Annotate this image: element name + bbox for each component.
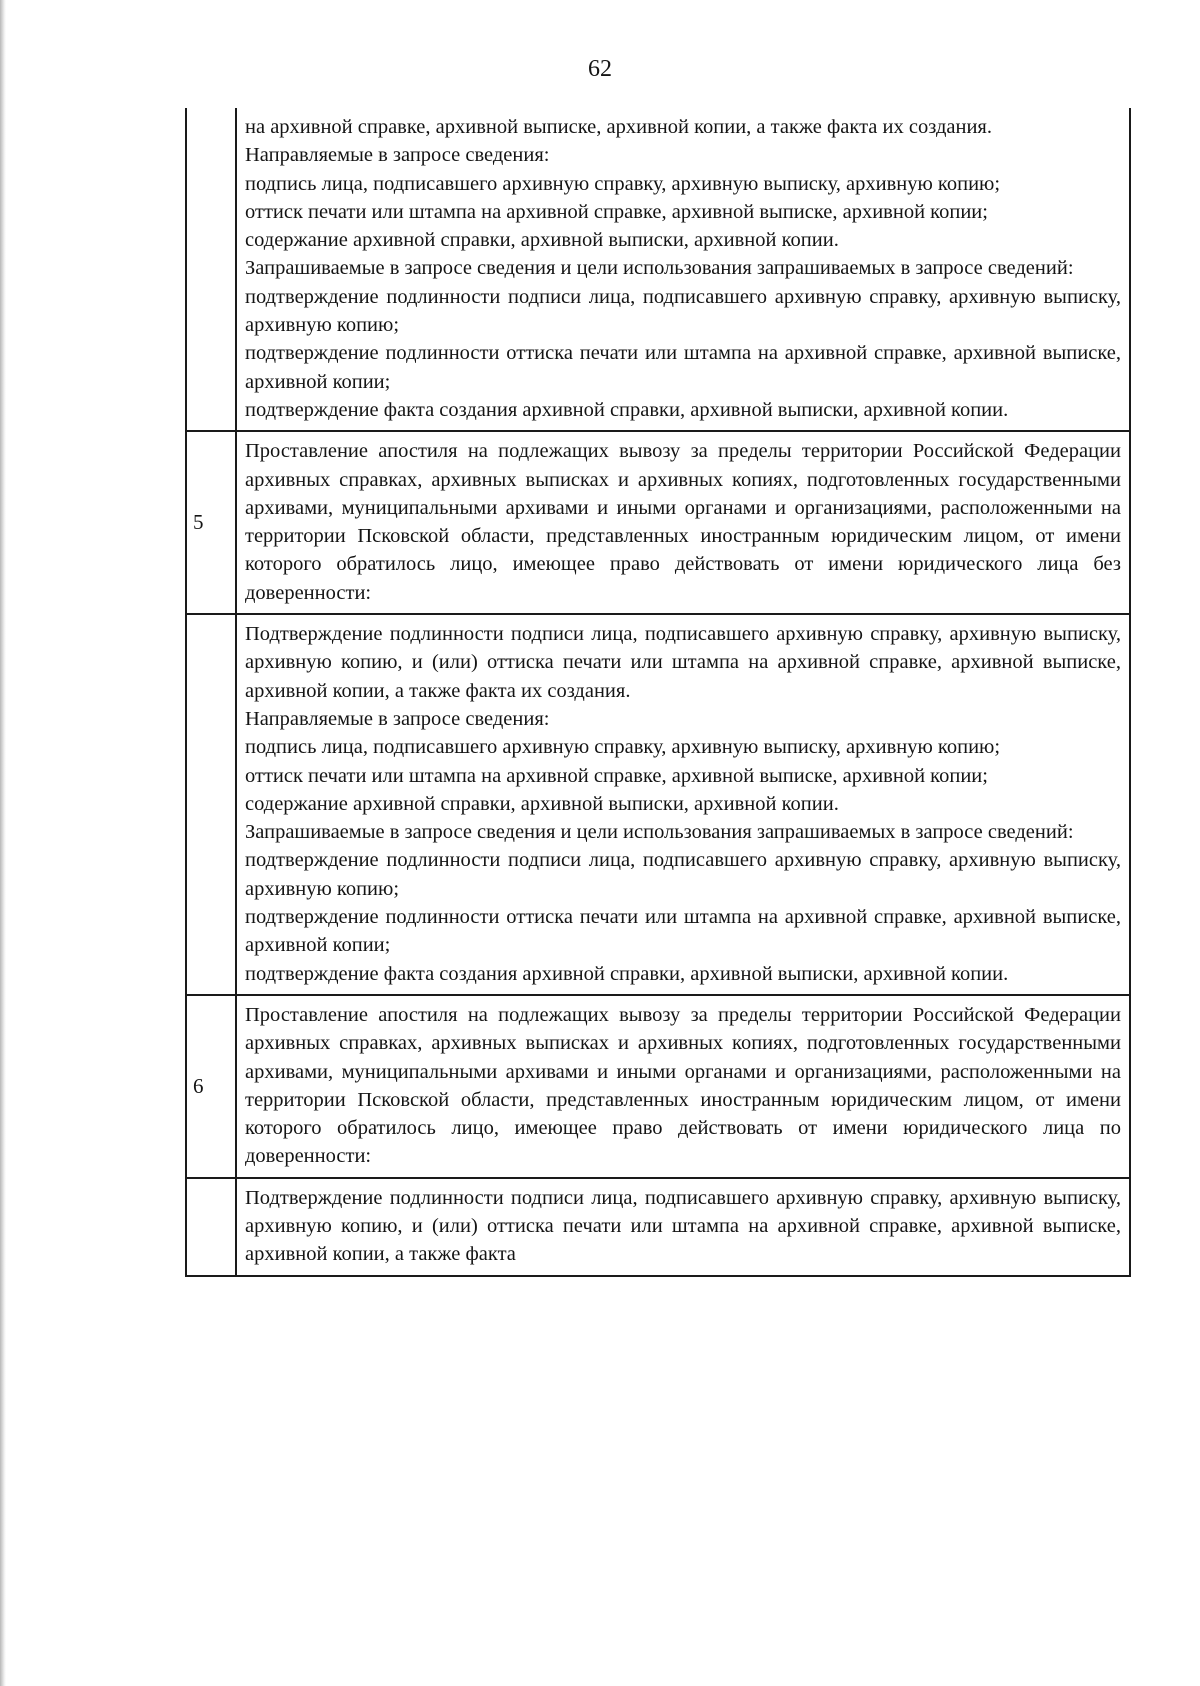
table-row bbox=[187, 1177, 1129, 1275]
row-content bbox=[237, 432, 1129, 613]
paragraph: подпись лица, подписавшего архивную справку, архивную выписку, архивную копию; bbox=[245, 736, 1001, 759]
table-row bbox=[187, 430, 1129, 613]
paragraph: подтверждение факта создания архивной справки, архивной выписки, архивной копии. bbox=[245, 398, 1009, 421]
paragraph: оттиск печати или штампа на архивной справке, архивной выписке, архивной копии; bbox=[245, 764, 988, 787]
document-table bbox=[185, 108, 1131, 1277]
row-content bbox=[237, 108, 1129, 430]
paragraph: на архивной справке, архивной выписке, архивной копии, а также факта их создания. bbox=[245, 116, 992, 138]
row-content bbox=[237, 615, 1129, 994]
paragraph: подтверждение подлинности подписи лица, подписавшего архивную справку, архивную выписку, архивную копию; bbox=[245, 849, 1121, 900]
paragraph: подтверждение факта создания архивной справки, архивной выписки, архивной копии. bbox=[245, 962, 1009, 985]
page-number: 62 bbox=[588, 56, 612, 82]
paragraph: Подтверждение подлинности подписи лица, подписавшего архивную справку, архивную выписку, архивную копию, и (или) оттиска печати или штампа на архивной справке, архивной выписке, архивной копии, а также факта их создания. bbox=[245, 623, 1121, 702]
paragraph: подпись лица, подписавшего архивную справку, архивную выписку, архивную копию; bbox=[245, 172, 1001, 195]
paragraph: подтверждение подлинности оттиска печати или штампа на архивной справке, архивной выписке, архивной копии; bbox=[245, 342, 1121, 393]
paragraph: Подтверждение подлинности подписи лица, подписавшего архивную справку, архивную выписку, архивную копию, и (или) оттиска печати или штампа на архивной справке, архивной выписке, архивной копии, а также факта bbox=[245, 1186, 1121, 1266]
row-number bbox=[187, 108, 237, 430]
row-content bbox=[237, 996, 1129, 1177]
paragraph: Проставление апостиля на подлежащих вывозу за пределы территории Российской Федерации архивных справках, архивных выписках и архивных копиях, подготовленных государственными архивами, муниципальными архивами и иными органами и организациями, расположенными на территории Псковской области, представленных иностранным юридическим лицом, от имени которого обратилось лицо, имеющее право действовать от имени юридического лица без доверенности: bbox=[245, 440, 1121, 604]
scan-edge bbox=[0, 0, 6, 1686]
paragraph: Проставление апостиля на подлежащих вывозу за пределы территории Российской Федерации архивных справках, архивных выписках и архивных копиях, подготовленных государственными архивами, муниципальными архивами и иными органами и организациями, расположенными на территории Псковской области, представленных иностранным юридическим лицом, от имени которого обратилось лицо, имеющее право действовать от имени юридического лица по доверенности: bbox=[245, 1003, 1121, 1168]
row-number bbox=[187, 615, 237, 994]
paragraph: подтверждение подлинности подписи лица, подписавшего архивную справку, архивную выписку, архивную копию; bbox=[245, 285, 1121, 337]
paragraph: Запрашиваемые в запросе сведения и цели использования запрашиваемых в запросе сведений: bbox=[245, 821, 1074, 844]
table-row bbox=[187, 994, 1129, 1177]
row-number bbox=[187, 1179, 237, 1275]
paragraph: Направляемые в запросе сведения: bbox=[245, 707, 550, 730]
table-row bbox=[187, 108, 1129, 430]
table-row bbox=[187, 613, 1129, 994]
paragraph: подтверждение подлинности оттиска печати или штампа на архивной справке, архивной выписке, архивной копии; bbox=[245, 906, 1121, 957]
paragraph: Запрашиваемые в запросе сведения и цели использования запрашиваемых в запросе сведений: bbox=[245, 257, 1074, 280]
paragraph: содержание архивной справки, архивной выписки, архивной копии. bbox=[245, 229, 839, 252]
paragraph: оттиск печати или штампа на архивной справке, архивной выписке, архивной копии; bbox=[245, 200, 988, 223]
paragraph: содержание архивной справки, архивной выписки, архивной копии. bbox=[245, 792, 839, 815]
row-number: 5 bbox=[187, 432, 237, 613]
paragraph: Направляемые в запросе сведения: bbox=[245, 144, 550, 167]
row-number: 6 bbox=[187, 996, 237, 1177]
row-content bbox=[237, 1179, 1129, 1275]
